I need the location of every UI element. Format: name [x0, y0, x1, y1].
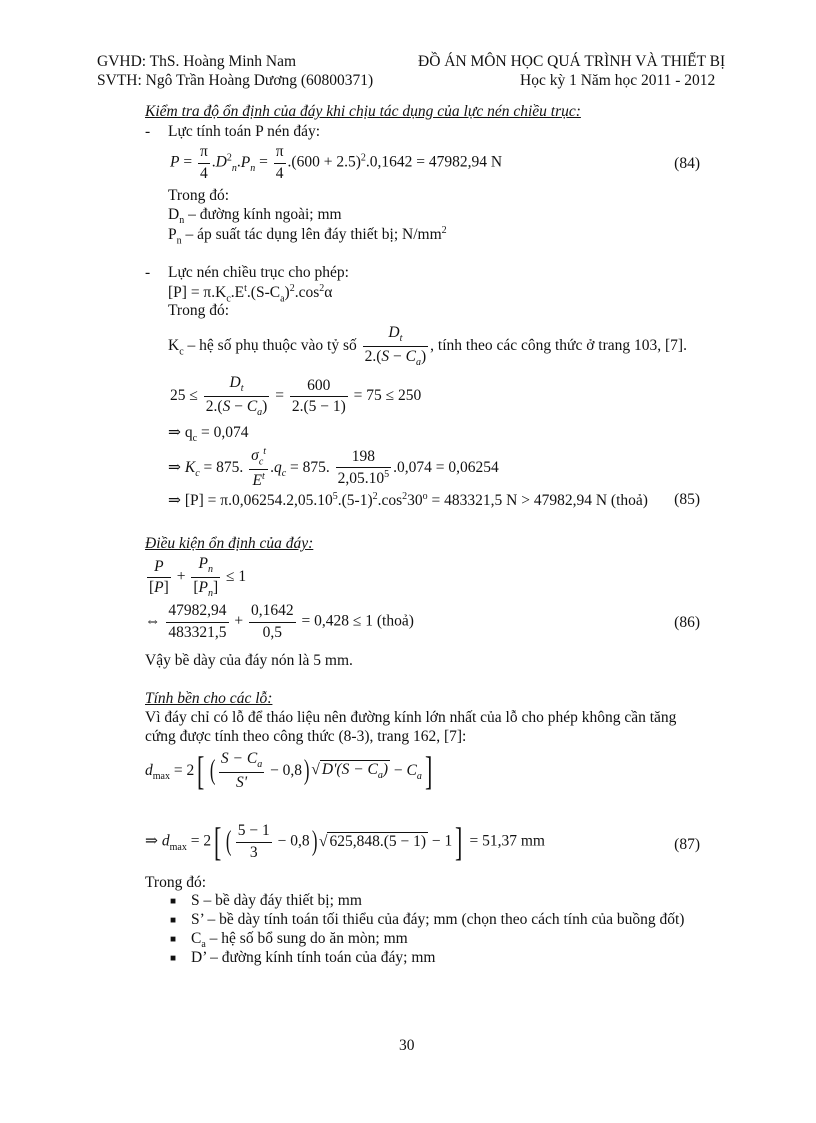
hole-paragraph-line1: Vì đáy chỉ có lỗ để tháo liệu nên đường kính lớn nhất của lỗ cho phép không cần tăng: [145, 709, 677, 726]
equation-number-84: (84): [674, 155, 700, 172]
stability-inequality: $\frac{P}{[P]}$ + $\frac{P_n}{[P_n]}$ ≤ 1: [149, 555, 247, 600]
bullet-item-d-prime: D’ – đường kính tính toán của đáy; mm: [191, 949, 436, 966]
equation-number-87: (87): [674, 836, 700, 853]
bullet-marker: ■: [170, 934, 177, 945]
bullet-marker: ■: [170, 953, 177, 964]
bullet-marker: ■: [170, 896, 177, 907]
equation-84: P = $\frac{\pi}{4}$ $.D^2_n.P_n$ = $\frac{\pi}{4}$ $.(600 + 2.5)^2.0,1642 = 47982,94$ N: [170, 143, 503, 182]
allowable-force-result: ⇒ $[P] = \pi.0,06254.2,05.10^5.(5-1)^2.\cos^230^o = 483321,5$ N > 47982,94 N (thoả): [168, 491, 648, 510]
header-course-title: ĐỒ ÁN MÔN HỌC QUÁ TRÌNH VÀ THIẾT BỊ: [418, 53, 726, 70]
equation-86: ⇔ $\frac{47982,94}{483321,5}$ + $\frac{0,1642}{0,5}$ = 0,428 ≤ 1 (thoả): [145, 602, 414, 641]
section-heading-hole-strength: Tính bền cho các lỗ:: [145, 690, 273, 707]
header-semester: Học kỳ 1 Năm học 2011 - 2012: [520, 72, 716, 89]
dn-description: $D_n$ – đường kính ngoài; mm: [168, 206, 342, 227]
where-label-2: Trong đó:: [168, 302, 230, 319]
equation-87: ⇒ $d_{max} = 2$[ ( $\frac{5 - 1}{3}$ − 0,8) √ 625,848.(5 − 1) − 1] = 51,37 mm: [145, 819, 545, 865]
where-label: Trong đó:: [168, 187, 230, 204]
hole-paragraph-line2: cứng được tính theo công thức (8-3), trang 162, [7]:: [145, 728, 467, 745]
equation-number-85: (85): [674, 491, 700, 508]
qc-value: ⇒ $q_c = 0,074$: [168, 424, 249, 445]
header-student: SVTH: Ngô Trần Hoàng Dương (60800371): [97, 72, 374, 89]
where-label-3: Trong đó:: [145, 874, 207, 891]
thickness-conclusion: Vậy bề dày của đáy nón là 5 mm.: [145, 652, 353, 669]
kc-equation: ⇒ $K_c = 875$. $\frac{\sigma_c^t}{E^t}$ $.q_c = 875$. $\frac{198}{2,05.10^5}$ .0,074 = 0,06254: [168, 446, 499, 490]
pn-description: $P_n$ – áp suất tác dụng lên đáy thiết bị; $N/mm^2$: [168, 225, 447, 247]
bullet-item-ca: $C_a$ – hệ số bổ sung do ăn mòn; mm: [191, 930, 408, 951]
ratio-equation: 25 ≤ $\frac{D_t}{2.(S - C_a)}$ = $\frac{600}{2.(5 - 1)}$ = 75 ≤ 250: [170, 374, 422, 419]
equation-number-86: (86): [674, 614, 700, 631]
list-dash: -: [145, 264, 151, 281]
item-compressive-force-label: Lực tính toán P nén đáy:: [168, 123, 321, 140]
bullet-item-s: S – bề dày đáy thiết bị; mm: [191, 892, 362, 909]
section-heading-axial-stability: Kiểm tra độ ổn định của đáy khi chịu tác dụng của lực nén chiều trục:: [145, 103, 581, 120]
section-heading-stability-condition: Điều kiện ổn định của đáy:: [145, 535, 314, 552]
allowable-force-formula: $[P] = \pi.K_c.E^t.(S-C_a)^2.\cos^2\alpha$: [168, 283, 333, 305]
list-dash: -: [145, 123, 151, 140]
page-number: 30: [399, 1037, 415, 1054]
kc-description: $K_c$ – hệ số phụ thuộc vào tỷ số $\frac{D_t}{2.(S - C_a)}$ , tính theo các công thức ở trang 103, [7].: [168, 324, 687, 369]
bullet-marker: ■: [170, 915, 177, 926]
bullet-item-s-prime: S’ – bề dày tính toán tối thiểu của đáy; mm (chọn theo cách tính của buồng đốt): [191, 911, 685, 928]
dmax-formula: $d_{max} = 2$[ ( $\frac{S - C_a}{S'}$ − 0,8) √ $D'(S - C_a) - C_a$]: [145, 748, 433, 794]
item-allowable-force-label: Lực nén chiều trục cho phép:: [168, 264, 349, 281]
header-supervisor: GVHD: ThS. Hoàng Minh Nam: [97, 53, 297, 70]
